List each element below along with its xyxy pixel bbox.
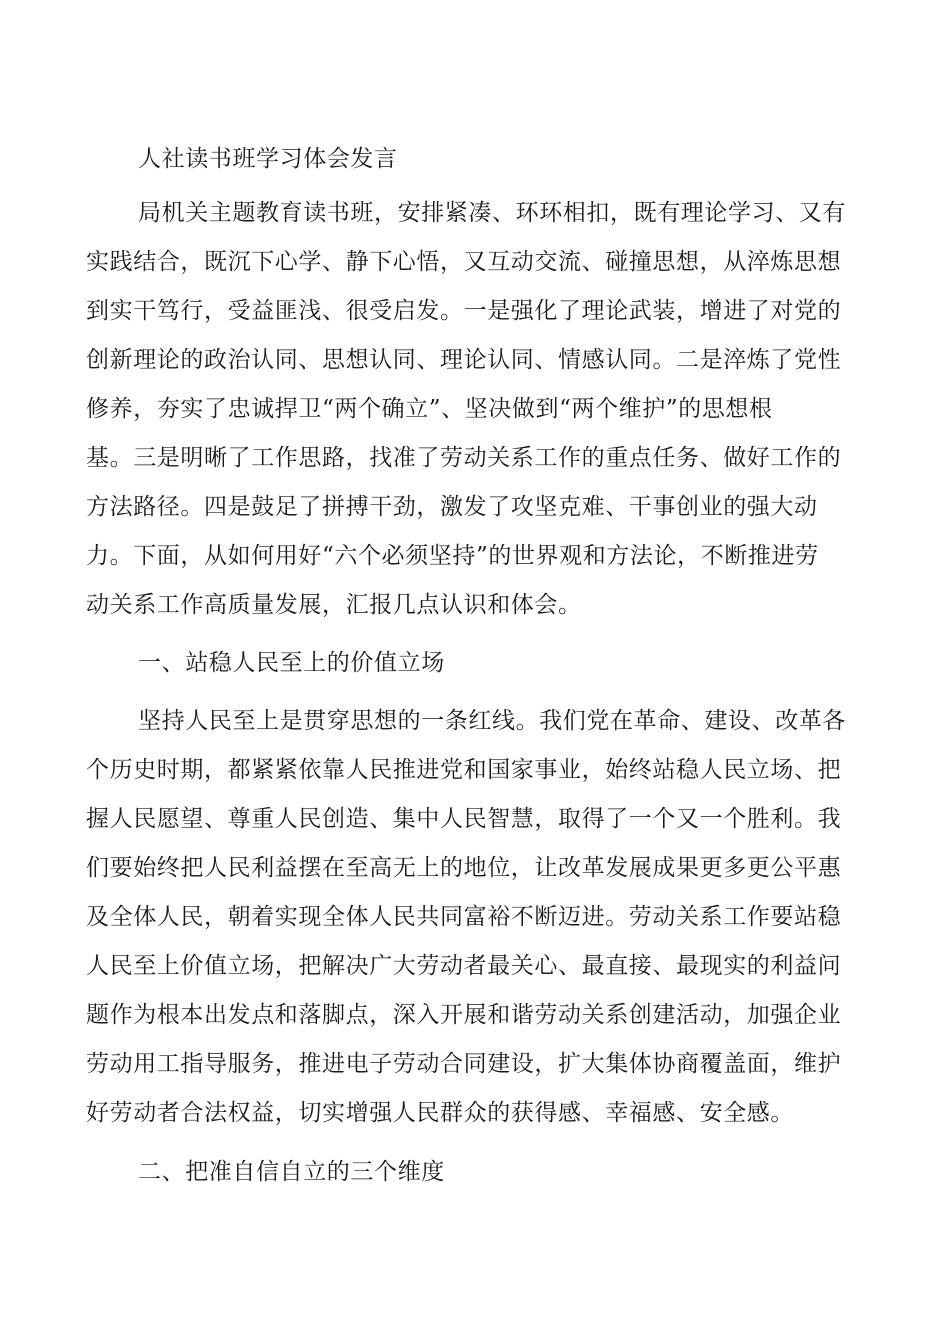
paragraph-2-line: 握人民愿望、尊重人民创造、集中人民智慧，取得了一个又一个胜利。我 — [86, 806, 842, 832]
paragraph-2-line: 劳动用工指导服务，推进电子劳动合同建设，扩大集体协商覆盖面，维护 — [86, 1051, 842, 1077]
paragraph-1-line: 方法路径。四是鼓足了拼搏干劲，激发了攻坚克难、干事创业的强大动 — [86, 494, 818, 520]
paragraph-1-line: 局机关主题教育读书班，安排紧凑、环环相扣，既有理论学习、又有 — [138, 200, 846, 226]
paragraph-1-line: 修养，夯实了忠诚捍卫“两个确立”、坚决做到“两个维护”的思想根 — [86, 396, 773, 422]
paragraph-2-line: 人民至上价值立场，把解决广大劳动者最关心、最直接、最现实的利益问 — [86, 953, 842, 979]
document-title: 人社读书班学习体会发言 — [138, 146, 398, 172]
paragraph-2-line: 们要始终把人民利益摆在至高无上的地位，让改革发展成果更多更公平惠 — [86, 855, 842, 881]
section-heading-1: 一、站稳人民至上的价值立场 — [138, 650, 445, 676]
paragraph-1-line: 动关系工作高质量发展，汇报几点认识和体会。 — [86, 592, 582, 618]
paragraph-2-line: 及全体人民，朝着实现全体人民共同富裕不断迈进。劳动关系工作要站稳 — [86, 904, 842, 930]
paragraph-1-line: 实践结合，既沉下心学、静下心悟，又互动交流、碰撞思想，从淬炼思想 — [86, 249, 842, 275]
paragraph-2-line: 好劳动者合法权益，切实增强人民群众的获得感、幸福感、安全感。 — [86, 1100, 794, 1126]
paragraph-1-line: 到实干笃行，受益匪浅、很受启发。一是强化了理论武装，增进了对党的 — [86, 298, 842, 324]
paragraph-1-line: 基。三是明晰了工作思路，找准了劳动关系工作的重点任务、做好工作的 — [86, 445, 842, 471]
section-heading-2: 二、把准自信自立的三个维度 — [138, 1159, 445, 1185]
paragraph-2-line: 坚持人民至上是贯穿思想的一条红线。我们党在革命、建设、改革各 — [138, 708, 846, 734]
paragraph-1-line: 创新理论的政治认同、思想认同、理论认同、情感认同。二是淬炼了党性 — [86, 347, 842, 373]
paragraph-2-line: 个历史时期，都紧紧依靠人民推进党和国家事业，始终站稳人民立场、把 — [86, 757, 842, 783]
paragraph-2-line: 题作为根本出发点和落脚点，深入开展和谐劳动关系创建活动，加强企业 — [86, 1002, 842, 1028]
paragraph-1-line: 力。下面，从如何用好“六个必须坚持”的世界观和方法论，不断推进劳 — [86, 543, 819, 569]
